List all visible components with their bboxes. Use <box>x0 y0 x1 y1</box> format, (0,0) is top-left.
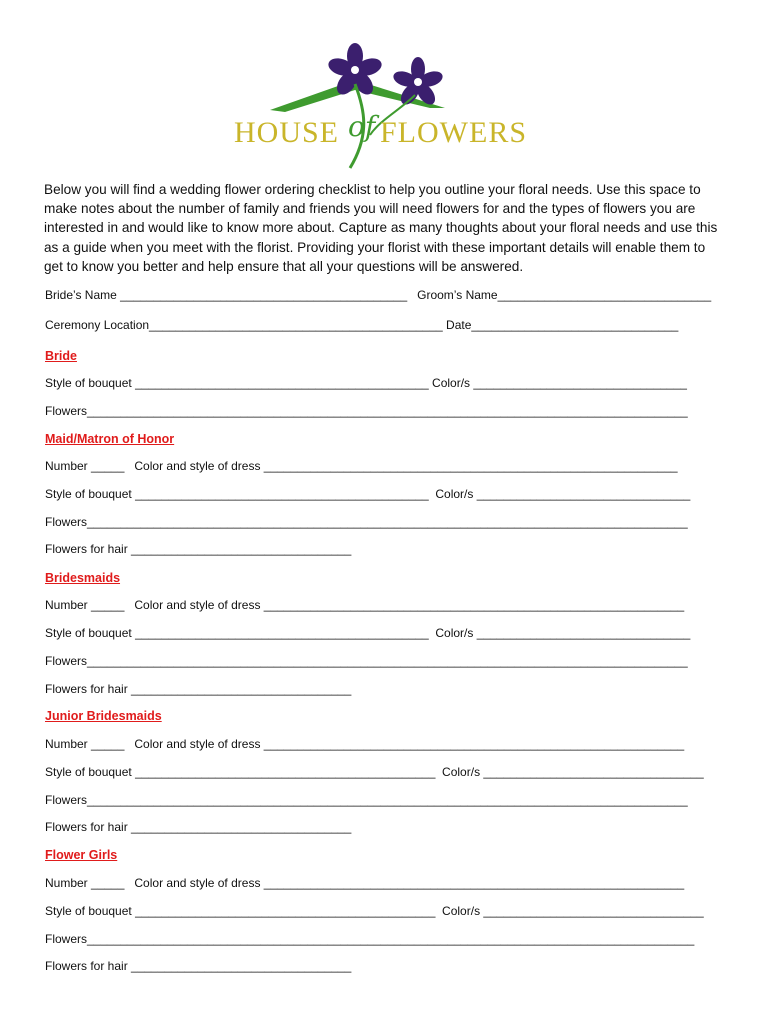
junior-bouquet-field[interactable]: Style of bouquet _____________________________________________ Color/s _________________________________ <box>45 765 704 779</box>
bridesmaids-flowers-field[interactable]: Flowers__________________________________________________________________________________________ <box>45 654 688 668</box>
junior-hair-flowers-field[interactable]: Flowers for hair _________________________________ <box>45 820 352 834</box>
junior-flowers-field[interactable]: Flowers__________________________________________________________________________________________ <box>45 793 688 807</box>
section-heading-maid-of-honor: Maid/Matron of Honor <box>45 432 175 446</box>
intro-paragraph: Below you will find a wedding flower ordering checklist to help you outline your floral needs. Use this space to make notes about the number of family and friends you will need flowers for and the types of flowers you are interested in and would like to know more about. Capture as many thoughts about your floral needs and use this as a guide when you meet with the florist. Providing your florist with these important details will enable them to get to know you better and help ensure that all your questions will be answered. <box>44 182 718 274</box>
section-heading-junior-bridesmaids: Junior Bridesmaids <box>45 709 162 723</box>
maid-hair-flowers-field[interactable]: Flowers for hair _________________________________ <box>45 542 352 556</box>
logo-word-house: HOUSE <box>234 116 340 149</box>
bride-bouquet-field[interactable]: Style of bouquet ____________________________________________ Color/s ________________________________ <box>45 376 687 390</box>
brides-name-field[interactable]: Bride’s Name ___________________________________________ Groom’s Name________________________________ <box>45 288 712 302</box>
ceremony-location-field[interactable]: Ceremony Location____________________________________________ Date_______________________________ <box>45 318 679 332</box>
logo-word-flowers: FLOWERS <box>380 116 528 149</box>
maid-flowers-field[interactable]: Flowers__________________________________________________________________________________________ <box>45 515 688 529</box>
flower-girls-bouquet-field[interactable]: Style of bouquet _____________________________________________ Color/s _________________________________ <box>45 904 704 918</box>
bridesmaids-bouquet-field[interactable]: Style of bouquet ____________________________________________ Color/s ________________________________ <box>45 626 691 640</box>
flower-girls-hair-flowers-field[interactable]: Flowers for hair _________________________________ <box>45 959 352 973</box>
maid-bouquet-field[interactable]: Style of bouquet ____________________________________________ Color/s ________________________________ <box>45 487 691 501</box>
bridesmaids-hair-flowers-field[interactable]: Flowers for hair _________________________________ <box>45 682 352 696</box>
flower-girls-flowers-field[interactable]: Flowers___________________________________________________________________________________________ <box>45 932 695 946</box>
house-of-flowers-logo <box>230 40 540 180</box>
bride-flowers-field[interactable]: Flowers__________________________________________________________________________________________ <box>45 404 688 418</box>
section-heading-bride: Bride <box>45 349 77 363</box>
junior-number-dress-field[interactable]: Number _____ Color and style of dress _______________________________________________________________ <box>45 737 685 751</box>
section-heading-flower-girls: Flower Girls <box>45 848 118 862</box>
flower-girls-number-dress-field[interactable]: Number _____ Color and style of dress _______________________________________________________________ <box>45 876 685 890</box>
maid-number-dress-field[interactable]: Number _____ Color and style of dress ______________________________________________________________ <box>45 459 678 473</box>
logo-word-of: of <box>348 110 376 143</box>
bridesmaids-number-dress-field[interactable]: Number _____ Color and style of dress _______________________________________________________________ <box>45 598 685 612</box>
section-heading-bridesmaids: Bridesmaids <box>45 571 121 585</box>
